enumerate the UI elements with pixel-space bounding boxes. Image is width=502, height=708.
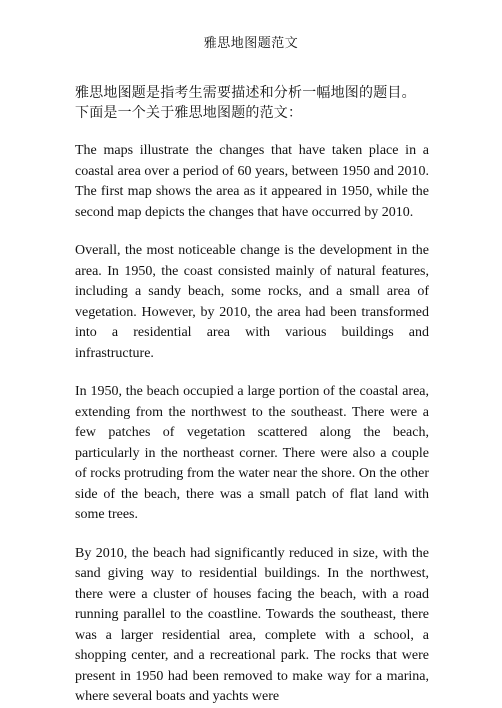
body-paragraph-4: By 2010, the beach had significantly reduced in size, with the sand giving way to residential buildings. In the northwest, there were a cluster of houses facing the beach, with a road running parallel to the coastline. Towards the southeast, there was a larger residential area, complete with a school, a shopping center, and a recreational park. The rocks that were present in 1950 had been removed to make way for a marina, where several boats and yachts were [75,545,429,704]
document-title: 雅思地图题范文 [203,35,299,50]
body-paragraph-3: In 1950, the beach occupied a large portion of the coastal area, extending from the northwest to the southeast. There were a few patches of vegetation scattered along the beach, particularly in the northeast corner. There were also a couple of rocks protruding from the water near the shore. On the other side of the beach, there was a small patch of flat land with some trees. [75,384,429,522]
body-paragraph-1: The maps illustrate the changes that have taken place in a coastal area over a period of 60 years, between 1950 and 2010. The first map shows the area as it appeared in 1950, while the second map depicts the changes that have occurred by 2010. [75,143,429,220]
body-paragraph-2: Overall, the most noticeable change is the development in the area. In 1950, the coast consisted mainly of natural features, including a sandy beach, some rocks, and a small area of vegetation. However, by 2010, the area had been transformed into a residential area with various buildings and infrastructure. [75,243,429,361]
intro-paragraph: 雅思地图题是指考生需要描述和分析一幅地图的题目。下面是一个关于雅思地图题的范文： [75,86,416,121]
document-body [75,84,429,708]
